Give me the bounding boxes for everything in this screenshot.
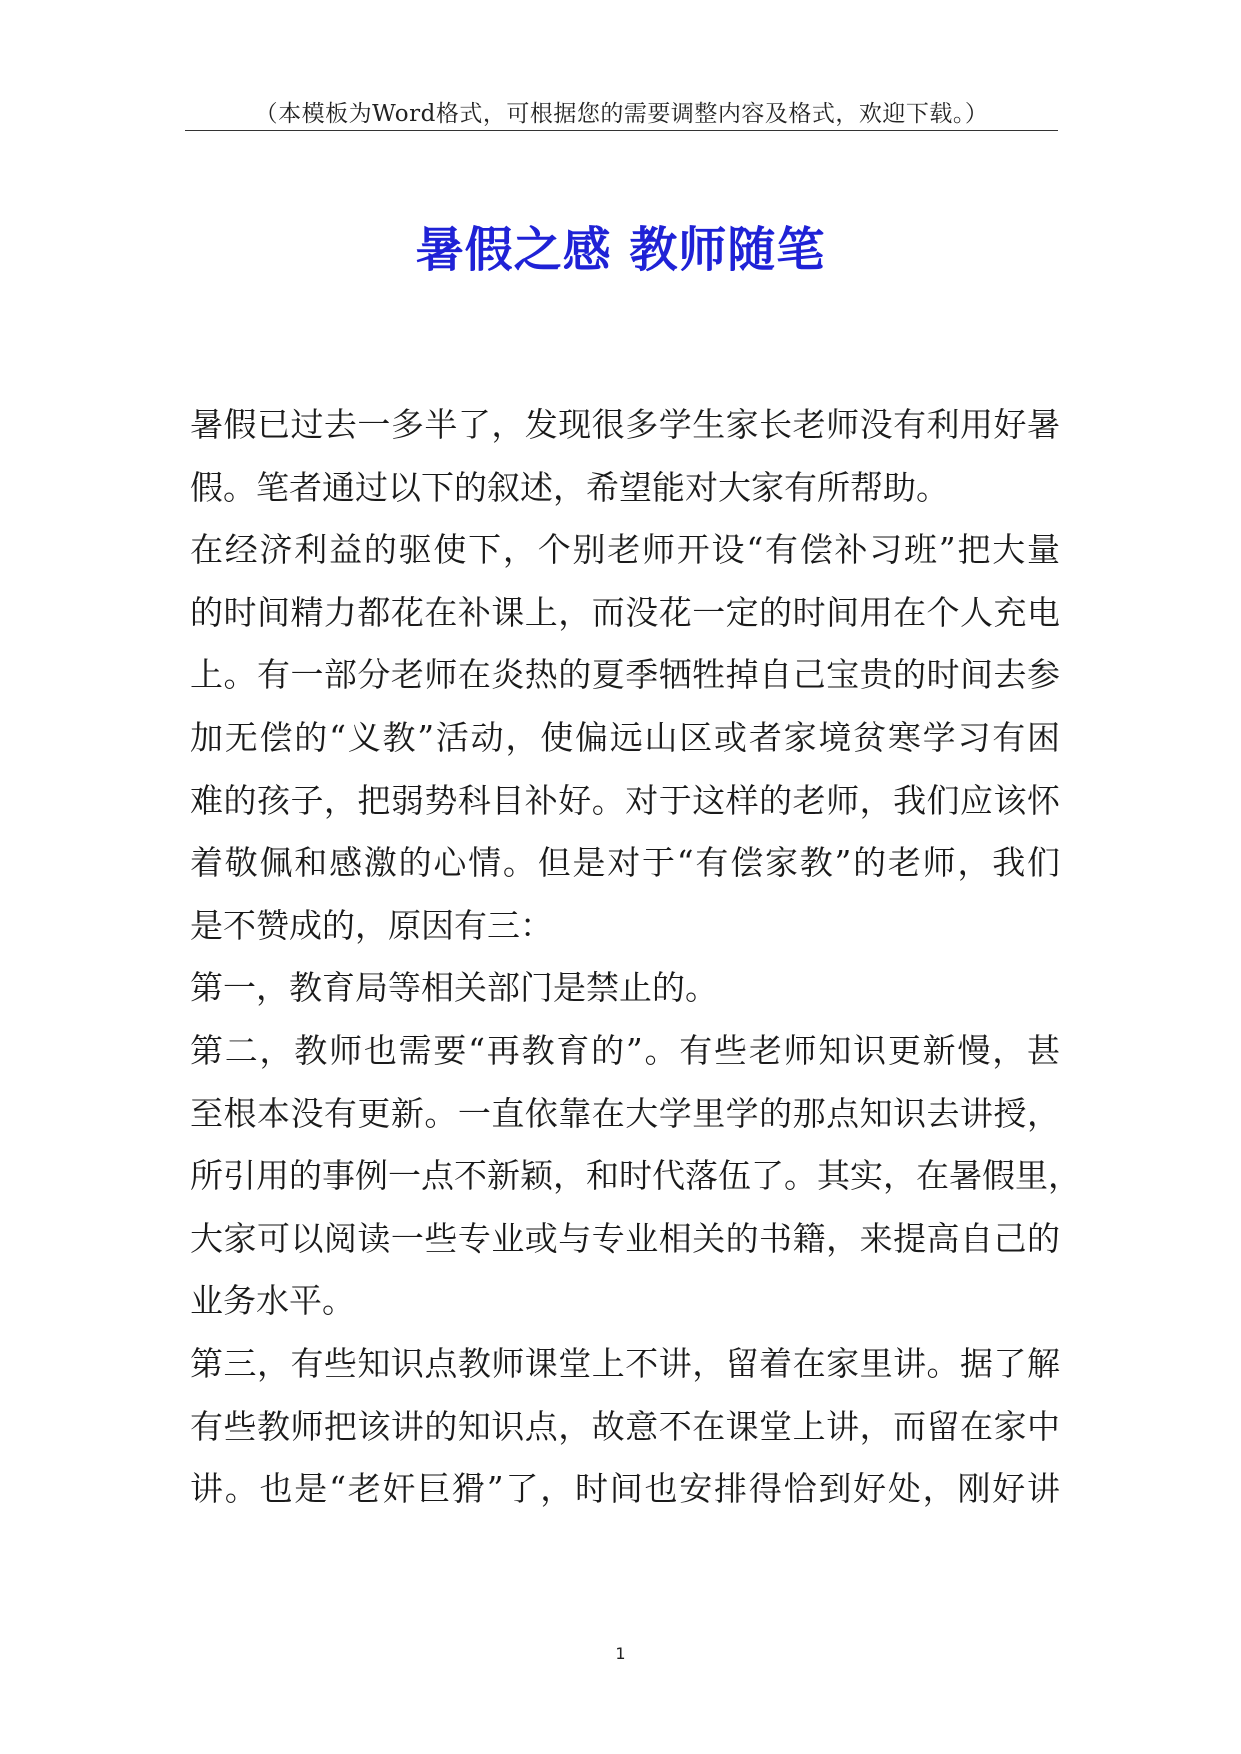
body-line: 有些教师把该讲的知识点，故意不在课堂上讲，而留在家中 bbox=[190, 1406, 1060, 1446]
body-line: 是不赞成的，原因有三： bbox=[190, 905, 553, 945]
page-number: 1 bbox=[615, 1644, 626, 1663]
body-line: 上。有一部分老师在炎热的夏季牺牲掉自己宝贵的时间去参 bbox=[190, 655, 1060, 695]
body-line: 大家可以阅读一些专业或与专业相关的书籍，来提高自己的 bbox=[190, 1218, 1060, 1258]
body-line: 讲。也是“老奸巨猾”了，时间也安排得恰到好处，刚好讲 bbox=[190, 1469, 1060, 1509]
body-line: 第三，有些知识点教师课堂上不讲，留着在家里讲。据了解 bbox=[190, 1343, 1060, 1383]
body-line: 难的孩子，把弱势科目补好。对于这样的老师，我们应该怀 bbox=[190, 780, 1060, 820]
body-line: 第二，教师也需要“再教育的”。有些老师知识更新慢，甚 bbox=[190, 1030, 1060, 1070]
header-divider bbox=[185, 130, 1058, 131]
body-line: 暑假已过去一多半了，发现很多学生家长老师没有利用好暑 bbox=[190, 405, 1060, 444]
body-line: 加无偿的“义教”活动，使偏远山区或者家境贫寒学习有困 bbox=[190, 717, 1060, 757]
body-line: 着敬佩和感激的心情。但是对于“有偿家教”的老师，我们 bbox=[190, 843, 1060, 883]
body-line: 第一，教育局等相关部门是禁止的。 bbox=[190, 968, 718, 1008]
body-line: 的时间精力都花在补课上，而没花一定的时间用在个人充电 bbox=[190, 592, 1060, 632]
body-line: 业务水平。 bbox=[190, 1281, 355, 1321]
body-line: 至根本没有更新。一直依靠在大学里学的那点知识去讲授， bbox=[190, 1093, 1060, 1133]
document-title: 暑假之感 教师随笔 bbox=[415, 222, 826, 278]
body-line: 所引用的事例一点不新颖，和时代落伍了。其实，在暑假里， bbox=[190, 1156, 1081, 1196]
body-line: 在经济利益的驱使下，个别老师开设“有偿补习班”把大量 bbox=[190, 530, 1060, 570]
header-note: （本模板为Word格式，可根据您的需要调整内容及格式，欢迎下载。） bbox=[254, 101, 989, 127]
body-line: 假。笔者通过以下的叙述，希望能对大家有所帮助。 bbox=[190, 467, 949, 507]
body-text bbox=[190, 394, 1081, 1521]
